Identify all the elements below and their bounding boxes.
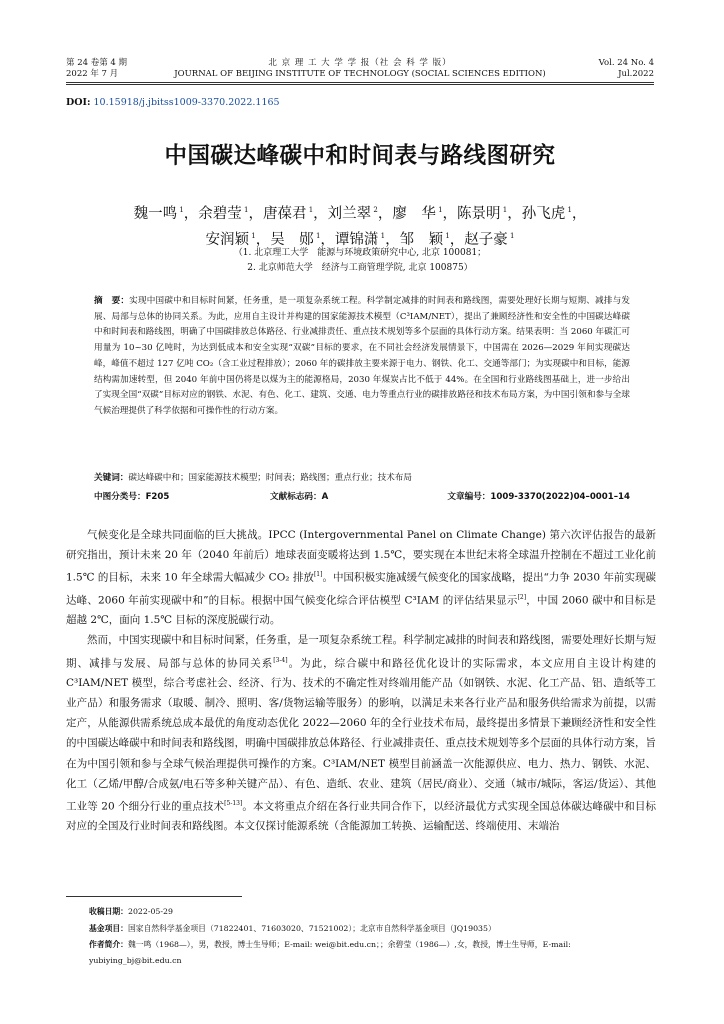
affiliation-marker: 1 <box>249 231 256 240</box>
received-value: 2022-05-29 <box>127 907 173 916</box>
author-separator: ， <box>377 205 393 222</box>
author-name: 孙飞虎 <box>521 205 566 222</box>
doi-label: DOI: <box>66 97 91 108</box>
author-separator: ， <box>183 205 199 222</box>
header-journal-name <box>66 58 654 80</box>
citation-ref[interactable]: [1] <box>313 571 323 579</box>
author-separator: ， <box>248 205 263 222</box>
affiliation-marker: 1 <box>306 206 314 214</box>
author-separator: ， <box>571 205 587 222</box>
header-vol-no: Vol. 24 No. 4 <box>598 58 654 68</box>
paragraph-1-part-c: ，中国 2060 碳中和目标是超越 2℃，面向 1.5℃ 目标的深度脱碳行动。 <box>66 594 656 627</box>
header-month-year: Jul.2022 <box>618 69 654 79</box>
funding <box>89 920 657 937</box>
author-name: 安润颖 <box>205 231 250 248</box>
affiliation-2: 2. 北京师范大学 经济与工商管理学院, 北京 100875） <box>247 263 473 273</box>
document-code: 文献标志码：A <box>270 492 329 502</box>
paper-title: 中国碳达峰碳中和时间表与路线图研究 <box>164 143 556 169</box>
author-separator: ， <box>255 231 271 248</box>
footnote-divider <box>66 896 242 897</box>
keywords-label: 关键词： <box>94 473 129 483</box>
keywords <box>94 471 630 486</box>
funding-value: 国家自然科学基金项目（71822401、71603020、71521002）；北京市自然科学基金项目（JQ19035） <box>127 924 496 933</box>
author-bio <box>89 937 657 969</box>
author-separator: ， <box>313 205 328 222</box>
funding-label: 基金项目： <box>89 924 128 933</box>
author-name: 廖 华 <box>392 205 436 222</box>
header-volume-en <box>599 58 654 80</box>
abstract-label: 摘 要： <box>94 296 130 306</box>
header-volume: 第 24 卷第 4 期 <box>66 58 128 68</box>
affiliations <box>66 246 654 276</box>
abstract-text: 实现中国碳中和目标时间紧，任务重，是一项复杂系统工程。科学制定减排的时间表和路线图，需要处理好长期与短期、减排与发展、局部与总体的协同关系。为此，应用自主设计并构建的国家能源技术模型（C³IAM/NET），提出了兼顾经济性和安全性的中国碳达峰碳中和时间表和路线图，明确了中国碳排放总体路径、行业减排责任、重点技术规划等多个层面的具体行动方案。结果表明：当 2060 年碳汇可用量为 10~30 亿吨时，为达到低成本和安全实现“双碳”目标的要求，在不同社会经济发展情景下，中国需在 2026—2029 年间实现碳达峰，峰值不超过 127 亿吨 CO₂（含工业过程排放）；2060 年的碳排放主要来源于电力、钢铁、化工、交通等部门；为实现碳中和目标，能源结构需加速转型，但 2040 年前中国仍将是以煤为主的能源格局，2030 年煤炭占比不低于 44%。在全国和行业路线图基础上，进一步给出了实现全国“双碳”目标对应的钢铁、水泥、有色、化工、建筑、交通、电力等重点行业的碳排放路径和技术布局方案，为中国引领和参与全球气候治理提供了科学依据和可操作性的行动方案。 <box>94 296 630 416</box>
affiliation-marker: 1 <box>500 206 508 214</box>
paragraph-2-part-b: 。为此，综合碳中和路径优化设计的实际需求，本文应用自主设计构建的 C³IAM/NET 模型，综合考虑社会、经济、行为、技术的不确定性对终端用能产品（如钢铁、水泥、化工产品、铝、造纸等工业产品）和服务需求（取暖、制冷、照明、客/货物运输等服务）的影响，以满足未来各行业产品和服务供给需求为前提，以需定产，从能源供需系统总成本最优的角度动态优化 2022—2060 年的全行业技术布局，最终提出多情景下兼顾经济性和安全性的中国碳达峰碳中和时间表和路线图，明确中国碳排放总体路径、行业减排责任、重点技术规划等多个层面的具体行动方案，旨在为中国引领和参与全球气候治理提供可操作的方案。C³IAM/NET 模型目前涵盖一次能源供应、电力、热力、钢铁、水泥、化工（乙烯/甲醇/合成氨/电石等多种关键产品）、有色、造纸、农业、建筑（居民/商业）、交通（城市/城际，客运/货运）、其他工业等 20 个细分行业的重点技术 <box>66 657 657 813</box>
citation-ref[interactable]: [5-13] <box>224 799 243 807</box>
author-name: 魏一鸣 <box>133 205 178 222</box>
received-date <box>89 903 657 920</box>
paragraph-2-part-a: 然而，中国实现碳中和目标时间紧，任务重，是一项复杂系统工程。科学制定减排的时间表和路线图，需要处理好长期与短期、减排与发展、局部与总体的协同关系 <box>66 634 656 670</box>
author-separator: ， <box>320 231 335 248</box>
affiliation-1: （1. 北京理工大学 能源与环境政策研究中心, 北京 100081； <box>233 248 487 258</box>
author-list <box>66 199 654 251</box>
running-header <box>66 58 654 80</box>
author-line-1 <box>66 199 654 225</box>
author-bio-label: 作者简介： <box>89 940 128 949</box>
paragraph-2 <box>66 630 656 836</box>
header-journal-cn: 北 京 理 工 大 学 学 报（社 会 科 学 版） <box>268 58 452 68</box>
affiliation-marker: 1 <box>378 231 386 240</box>
abstract <box>94 294 630 420</box>
author-separator: ， <box>449 231 465 248</box>
keywords-text: 碳达峰碳中和；国家能源技术模型；时间表；路线图；重点行业；技术布局 <box>128 473 412 483</box>
author-bio-value: 魏一鸣（1968—），男，教授，博士生导师；E-mail: wei@bit.edu.cn；；余碧莹（1986—）,女，教授，博士生导师，E-mail: yubiying_bj@bit.edu.cn <box>89 940 571 965</box>
paragraph-1 <box>66 525 656 630</box>
author-name: 赵子豪 <box>464 231 508 248</box>
affiliation-marker: 1 <box>177 206 184 214</box>
paragraph-1-part-a: 气候变化是全球共同面临的巨大挑战。IPCC (Intergovernmental Panel on Climate Change) 第六次评估报告的最新研究指出，预计未来 20 年（2040 年前后）地球表面变暖将达到 1.5℃，要实现在本世纪末将全球温升控制在不超过工业化前 1.5℃ 的目标，未来 10 年全球需大幅减少 CO₂ 排放 <box>66 529 656 584</box>
paragraph-1-part-b: 。中国积极实施减缓气候变化的国家战略，提出“力争 2030 年前实现碳达峰、2060 年前实现碳中和”的目标。根据中国气候变化综合评估模型 C³IAM 的评估结果显示 <box>66 571 656 607</box>
header-journal-en: JOURNAL OF BEIJING INSTITUTE OF TECHNOLOGY (SOCIAL SCIENCES EDITION) <box>174 69 546 79</box>
affiliation-marker: 1 <box>443 231 450 240</box>
article-number: 文章编号：1009-3370(2022)04–0001–14 <box>447 492 630 502</box>
author-separator: ， <box>385 231 400 248</box>
citation-ref[interactable]: [2] <box>517 593 527 601</box>
body-text <box>66 525 656 836</box>
author-separator: ， <box>507 205 522 222</box>
author-name: 邹 颖 <box>399 231 444 248</box>
affiliation-marker: 1 <box>313 231 321 240</box>
classification-line <box>94 490 630 504</box>
affiliation-marker: 1 <box>435 206 443 214</box>
author-name: 陈景明 <box>457 205 501 222</box>
author-name: 余碧莹 <box>198 205 242 222</box>
citation-ref[interactable]: [3-4] <box>273 656 288 664</box>
header-divider-thin <box>66 84 654 85</box>
received-label: 收稿日期： <box>89 907 128 916</box>
paragraph-2-part-c: 。本文将重点介绍在各行业共同合作下，以经济最优方式实现全国总体碳达峰碳中和目标对应的全国及行业时间表和路线图。本文仅探讨能源系统（含能源加工转换、运输配送、终端使用、末端治 <box>66 800 657 833</box>
author-separator: ， <box>442 205 458 222</box>
doi-line <box>66 97 280 108</box>
affiliation-marker: 1 <box>507 231 515 240</box>
author-name: 吴 郧 <box>270 231 314 248</box>
author-name: 谭锦潇 <box>334 231 379 248</box>
clc-number: 中图分类号：F205 <box>94 492 170 502</box>
author-name: 唐葆君 <box>262 205 307 222</box>
footnote <box>89 903 657 969</box>
header-date: 2022 年 7 月 <box>66 69 119 79</box>
header-divider <box>66 82 654 83</box>
affiliation-marker: 1 <box>241 206 249 214</box>
doi-link[interactable]: 10.15918/j.jbitss1009-3370.2022.1165 <box>93 97 280 108</box>
affiliation-marker: 1 <box>565 206 572 214</box>
affiliation-marker: 2 <box>371 206 378 214</box>
author-name: 刘兰翠 <box>327 205 372 222</box>
